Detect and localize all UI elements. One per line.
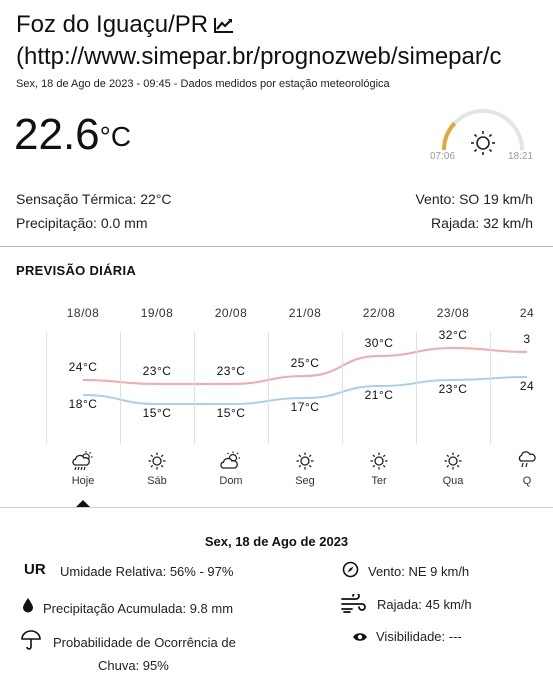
- wind: Vento: SO 19 km/h: [415, 191, 533, 207]
- sunset-time: 18:21: [508, 151, 534, 162]
- forecast-day-name: Sáb: [147, 475, 167, 487]
- wind-gust-icon: [340, 594, 368, 619]
- column-divider: [120, 332, 121, 444]
- rain-icon: [490, 451, 553, 473]
- feels-like: Sensação Térmica: 22°C: [16, 191, 172, 207]
- visibility: Visibilidade: ---: [376, 629, 462, 644]
- forecast-day-name: Q: [522, 475, 532, 487]
- temperature-unit: °C: [99, 121, 132, 152]
- forecast-date: 21/08: [288, 306, 322, 320]
- forecast-max-temp: 24°C: [68, 360, 98, 374]
- forecast-min-temp: 18°C: [68, 397, 98, 411]
- forecast-day-name: Hoje: [71, 475, 95, 487]
- accumulated-precipitation: Precipitação Acumulada: 9.8 mm: [43, 601, 234, 616]
- forecast-max-temp: 25°C: [290, 356, 320, 370]
- temperature-value: 22.6: [14, 110, 100, 159]
- source-url[interactable]: (http://www.simepar.br/prognozweb/simepar/c: [16, 43, 502, 70]
- daily-forecast-title: PREVISÃO DIÁRIA: [16, 263, 137, 278]
- forecast-date: 19/08: [140, 306, 174, 320]
- precipitation: Precipitação: 0.0 mm: [16, 215, 148, 231]
- forecast-day-name: Ter: [371, 475, 387, 487]
- forecast-min-temp: 21°C: [364, 388, 394, 402]
- compass-icon: [342, 561, 359, 583]
- forecast-max-temp: 3: [523, 332, 531, 346]
- sun-icon: [268, 451, 342, 473]
- sun-icon: [416, 451, 490, 473]
- ur-label: UR: [24, 561, 46, 578]
- forecast-day-name: Qua: [442, 475, 464, 487]
- forecast-date: 22/08: [362, 306, 396, 320]
- rain-probability-line1: Probabilidade de Ocorrência de: [53, 635, 236, 650]
- forecast-min-temp: 15°C: [142, 406, 172, 420]
- forecast-day-name: Seg: [295, 475, 315, 487]
- forecast-date: 18/08: [66, 306, 100, 320]
- forecast-date: 24: [519, 306, 535, 320]
- divider: [0, 507, 553, 508]
- forecast-day-name: Dom: [219, 475, 243, 487]
- city-name: Foz do Iguaçu/PR: [16, 11, 209, 38]
- forecast-min-temp: 23°C: [438, 382, 468, 396]
- forecast-min-temp: 15°C: [216, 406, 246, 420]
- detail-gust: Rajada: 45 km/h: [377, 597, 472, 612]
- forecast-min-temp: 17°C: [290, 400, 320, 414]
- forecast-max-temp: 30°C: [364, 336, 394, 350]
- sun-icon: [342, 451, 416, 473]
- detail-date: Sex, 18 de Ago de 2023: [204, 534, 349, 549]
- forecast-date: 23/08: [436, 306, 470, 320]
- drop-icon: [22, 597, 34, 618]
- column-divider: [268, 332, 269, 444]
- rain-probability-line2: Chuva: 95%: [98, 658, 169, 673]
- rain-cloud-sun-icon: [46, 451, 120, 473]
- column-divider: [46, 332, 47, 444]
- forecast-max-temp: 32°C: [438, 328, 468, 342]
- gust: Rajada: 32 km/h: [431, 215, 533, 231]
- forecast-date: 20/08: [214, 306, 248, 320]
- forecast-max-temp: 23°C: [216, 364, 246, 378]
- umbrella-icon: [20, 629, 42, 656]
- sunrise-time: 07:06: [430, 151, 456, 162]
- selected-day-pointer: [76, 500, 90, 507]
- forecast-max-temp: 23°C: [142, 364, 172, 378]
- detail-wind: Vento: NE 9 km/h: [368, 564, 470, 579]
- eye-icon: [352, 630, 368, 648]
- sun-icon: [120, 451, 194, 473]
- measurement-info: Sex, 18 de Ago de 2023 - 09:45 - Dados medidos por estação meteorológica: [16, 78, 390, 90]
- forecast-min-temp: 24: [519, 379, 535, 393]
- cloud-sun-icon: [194, 451, 268, 473]
- relative-humidity: Umidade Relativa: 56% - 97%: [60, 564, 234, 579]
- column-divider: [194, 332, 195, 444]
